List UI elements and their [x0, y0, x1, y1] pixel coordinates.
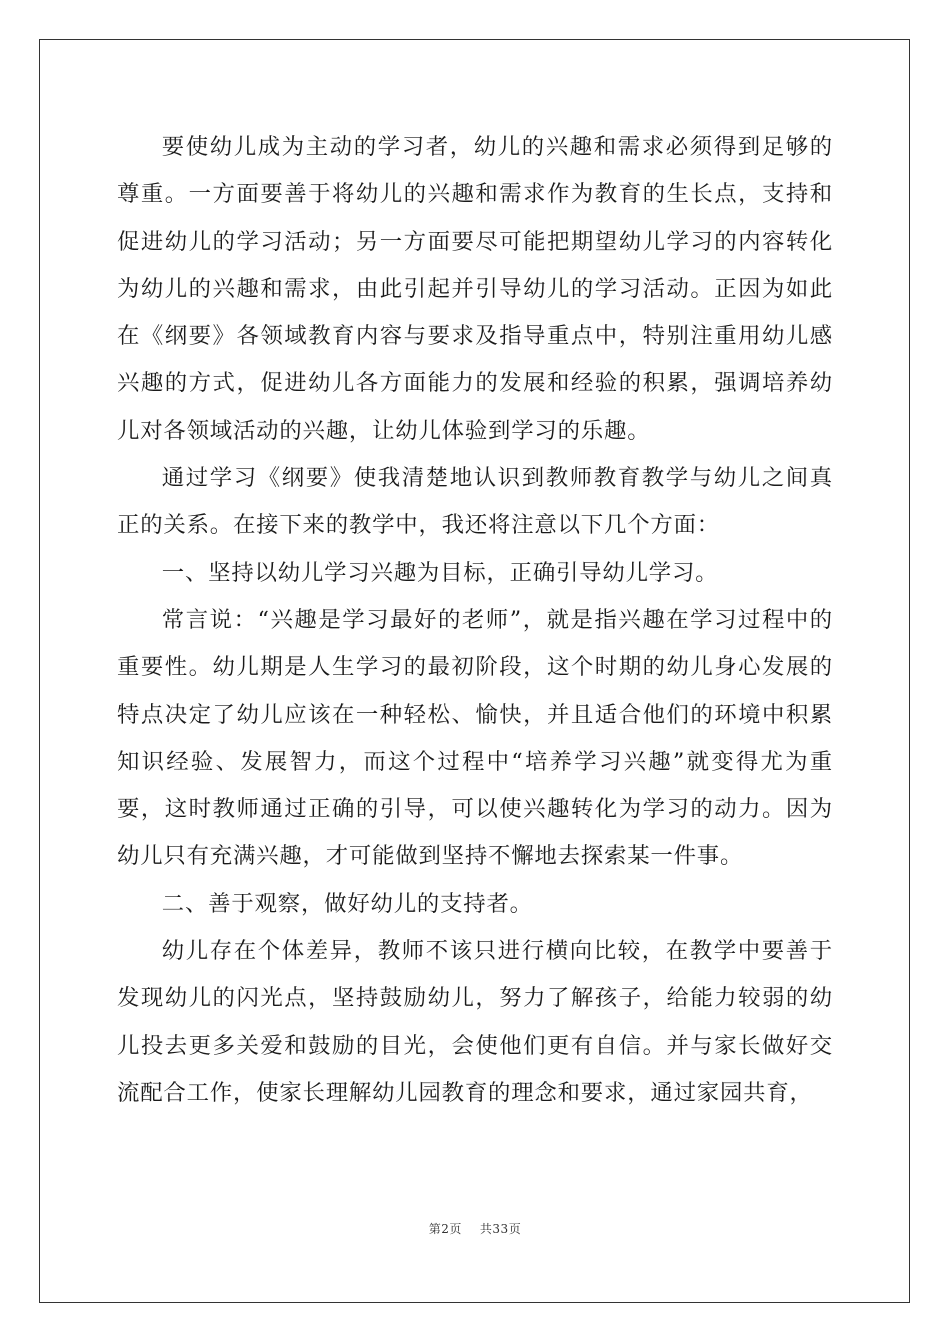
- paragraph-4: 常言说：“兴趣是学习最好的老师”，就是指兴趣在学习过程中的重要性。幼儿期是人生学习的最初阶段，这个时期的幼儿身心发展的特点决定了幼儿应该在一种轻松、愉快，并且适合他们的环境中积累知识经验、发展智力，而这个过程中“培养学习兴趣”就变得尤为重要，这时教师通过正确的引导，可以使兴趣转化为学习的动力。因为幼儿只有充满兴趣，才可能做到坚持不懈地去探索某一件事。: [117, 606, 833, 870]
- page-total: 共33页: [479, 1222, 522, 1236]
- page-number: 第2页: [428, 1222, 462, 1236]
- paragraph-6: 幼儿存在个体差异，教师不该只进行横向比较，在教学中要善于发现幼儿的闪光点，坚持鼓励幼儿，努力了解孩子，给能力较弱的幼儿投去更多关爱和鼓励的目光，会使他们更有自信。并与家长做好交流配合工作，使家长理解幼儿园教育的理念和要求，通过家园共育，: [117, 938, 833, 1106]
- document-body: [117, 124, 833, 1117]
- paragraph-1: 要使幼儿成为主动的学习者，幼儿的兴趣和需求必须得到足够的尊重。一方面要善于将幼儿的兴趣和需求作为教育的生长点，支持和促进幼儿的学习活动；另一方面要尽可能把期望幼儿学习的内容转化为幼儿的兴趣和需求，由此引起并引导幼儿的学习活动。正因为如此在《纲要》各领域教育内容与要求及指导重点中，特别注重用幼儿感兴趣的方式，促进幼儿各方面能力的发展和经验的积累，强调培养幼儿对各领域活动的兴趣，让幼儿体验到学习的乐趣。: [117, 134, 833, 444]
- paragraph-5: 二、善于观察，做好幼儿的支持者。: [161, 890, 533, 917]
- paragraph-3: 一、坚持以幼儿学习兴趣为目标，正确引导幼儿学习。: [161, 559, 719, 586]
- page-footer: [0, 1220, 950, 1237]
- paragraph-2: 通过学习《纲要》使我清楚地认识到教师教育教学与幼儿之间真正的关系。在接下来的教学中，我还将注意以下几个方面：: [117, 465, 833, 539]
